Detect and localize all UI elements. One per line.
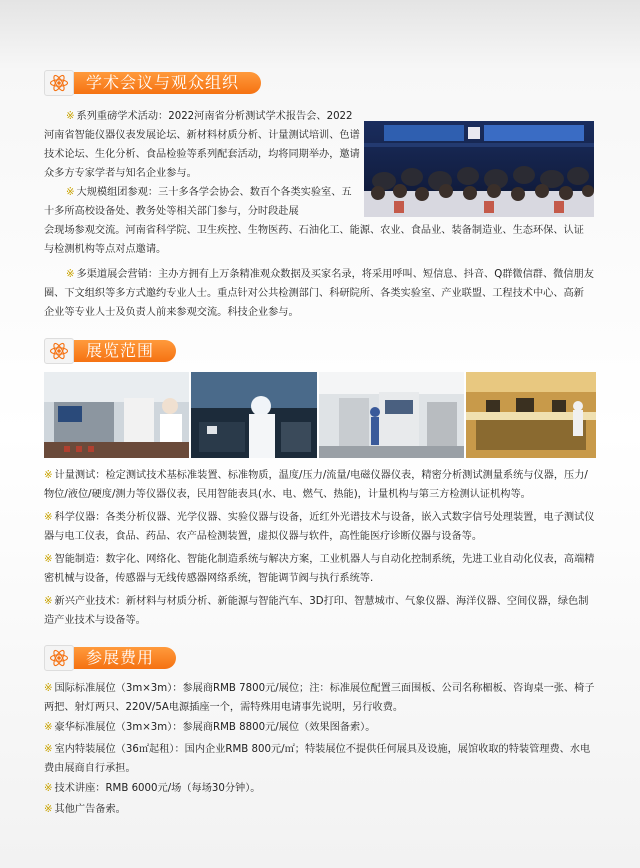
academic-item-2-start: ※ 大规模组团参观：三十多各学会协会、数百个各类实验室、五十多所高校设备处、教务处等相关部门参与，分时段赴展	[44, 187, 352, 217]
section-title-academic: 学术会议与观众组织	[74, 72, 261, 94]
lab-photo-1	[44, 372, 189, 458]
academic-item-3: ※ 多渠道展会营销：主办方拥有上万条精准观众数据及买家名录，将采用呼叫、短信息、抖音、Q群微信群、微信朋友圈、下文组织等多方式邀约专业人士。重点针对公共检测部门、科研院所、各类实验室、产业联盟、工程技术中心、高新企业等专业人士及负责人前来参观交流。科技企业参与。	[44, 269, 594, 318]
academic-item-1: ※ 系列重磅学术活动：2022河南省分析测试学术报告会、2022河南省智能仪器仪表发展论坛、新材料材质分析、计量测试培训、色谱技术论坛、生化分析、食品检验等系列配套活动，均将同期举办，邀请众多方专家学者与知名企业参与。	[44, 111, 360, 179]
fees-item-1: ※ 国际标准展位（3m×3m）：参展商RMB 7800元/展位；注：标准展位配置三面围板、公司名称楣板、咨询桌一张、椅子两把、射灯两只、220V/5A电源插座一个，需特殊用电请事先说明，另行收费。	[44, 683, 595, 713]
fees-item-4: ※ 技术讲座：RMB 6000元/场（每场30分钟）。	[44, 783, 261, 794]
reference-mark: ※	[44, 554, 53, 565]
reference-mark: ※	[44, 744, 53, 755]
reference-mark: ※	[44, 804, 53, 815]
reference-mark: ※	[44, 722, 53, 733]
fees-item-2: ※ 豪华标准展位（3m×3m）：参展商RMB 8800元/展位（效果图备索）。	[44, 722, 376, 733]
scope-item-3: ※ 智能制造：数字化、网络化、智能化制造系统与解决方案，工业机器人与自动化控制系统，先进工业自动化仪表，高端精密机械与设备，传感器与无线传感器网络系统，智能调节阀与执行系统等.	[44, 554, 595, 584]
reference-mark: ※	[66, 111, 75, 122]
reference-mark: ※	[44, 512, 53, 523]
scope-item-2: ※ 科学仪器：各类分析仪器、光学仪器、实验仪器与设备，近红外光谱技术与设备，嵌入式数字信号处理装置，电子测试仪器与电工仪表，食品、药品、农产品检测装置，虚拟仪器与软件，高性能医疗诊断仪器与设备等。	[44, 512, 595, 542]
scope-item-1: ※ 计量测试：检定测试技术基标准装置、标准物质，温度/压力/流量/电磁仪器仪表，精密分析测试测量系统与仪器，压力/物位/液位/硬度/测力等仪器仪表，民用智能表具(水、电、燃气、热能)，计量机构与第三方检测认证机构等。	[44, 470, 588, 500]
atom-icon	[44, 338, 74, 364]
reference-mark: ※	[44, 596, 53, 607]
reference-mark: ※	[66, 269, 75, 280]
scope-item-4: ※ 新兴产业技术：新材料与材质分析、新能源与智能汽车、3D打印、智慧城市、气象仪器、海洋仪器、空间仪器，绿色制造产业技术与设备等。	[44, 596, 589, 626]
lab-photo-3	[319, 372, 464, 458]
fees-item-3: ※ 室内特装展位（36㎡起租）：国内企业RMB 800元/㎡；特装展位不提供任何展具及设施，展馆收取的特装管理费、水电费由展商自行承担。	[44, 744, 591, 774]
reference-mark: ※	[44, 683, 53, 694]
fees-item-5: ※ 其他广告备索。	[44, 804, 126, 815]
conference-photo	[364, 121, 594, 217]
section-title-fees: 参展费用	[74, 647, 176, 669]
academic-item-2-rest: 会现场参观交流。河南省科学院、卫生疾控、生物医药、石油化工、能源、农业、食品业、装备制造业、生态环保、认证与检测机构等点对点邀请。	[44, 225, 584, 255]
reference-mark: ※	[66, 187, 75, 198]
reference-mark: ※	[44, 470, 53, 481]
lab-photo-2	[191, 372, 317, 458]
reference-mark: ※	[44, 783, 53, 794]
section-title-scope: 展览范围	[74, 340, 176, 362]
atom-icon	[44, 70, 74, 96]
lab-photo-4	[466, 372, 596, 458]
atom-icon	[44, 645, 74, 671]
